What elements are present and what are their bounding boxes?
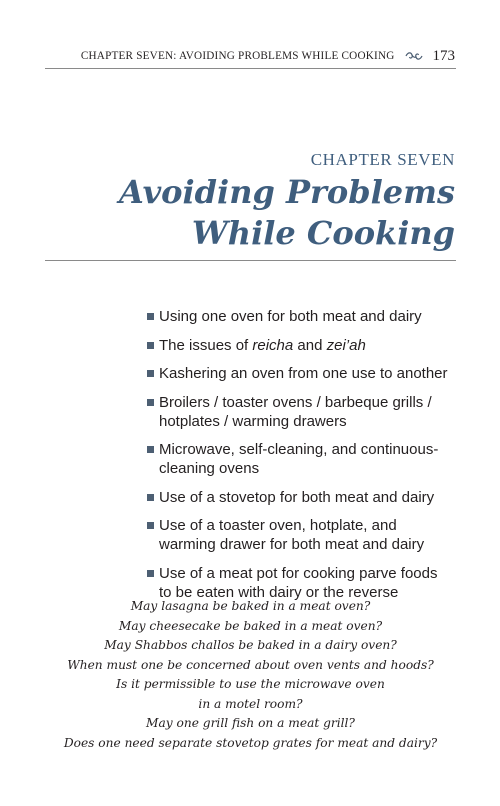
topic-item — [145, 440, 465, 478]
topic-item — [145, 516, 465, 554]
square-bullet-icon — [147, 313, 154, 320]
topic-text-line-2: warming drawer for both meat and dairy — [159, 536, 425, 553]
title-rule — [45, 260, 456, 261]
scroll-ornament-icon — [405, 51, 423, 61]
square-bullet-icon — [147, 399, 154, 406]
topic-item — [145, 336, 465, 355]
question-line: Is it permissible to use the microwave oven — [116, 677, 385, 691]
topic-item — [145, 564, 465, 602]
topic-text-line-2: to be eaten with dairy or the reverse — [159, 583, 399, 601]
topic-item — [145, 393, 465, 431]
topic-text-line-1: Use of a toaster oven, hotplate, and — [159, 517, 397, 534]
square-bullet-icon — [147, 494, 154, 501]
chapter-title — [119, 172, 455, 254]
chapter-label: CHAPTER SEVEN — [310, 150, 455, 169]
square-bullet-icon — [147, 570, 154, 577]
topic-text-part: and — [293, 336, 327, 354]
topic-list — [145, 307, 465, 611]
square-bullet-icon — [147, 370, 154, 377]
topic-item — [145, 307, 465, 326]
topic-text: Use of a stovetop for both meat and dairy — [159, 488, 435, 506]
running-header — [81, 47, 455, 65]
question-line: When must one be concerned about oven vents and hoods? — [67, 657, 434, 672]
topic-text-part: The issues of — [159, 336, 253, 354]
question-line: in a motel room? — [198, 696, 303, 711]
square-bullet-icon — [147, 342, 154, 349]
square-bullet-icon — [147, 522, 154, 529]
topic-term-zeiah: zei’ah — [326, 336, 366, 354]
topic-item — [145, 488, 465, 507]
topic-text: Using one oven for both meat and dairy — [159, 308, 422, 325]
running-header-title: CHAPTER SEVEN: AVOIDING PROBLEMS WHILE COOKING — [80, 50, 395, 62]
page-number: 173 — [432, 47, 455, 64]
topic-text: Kashering an oven from one use to another — [159, 365, 448, 382]
topic-item — [145, 364, 465, 383]
topic-text-line-1: Microwave, self-cleaning, and continuous- — [159, 441, 439, 458]
question-line: May lasagna be baked in a meat oven? — [130, 599, 371, 613]
question-line: May cheesecake be baked in a meat oven? — [118, 618, 383, 633]
question-line: May one grill fish on a meat grill? — [146, 716, 355, 730]
chapter-title-line-2: While Cooking — [191, 214, 455, 252]
topic-term-reicha: reicha — [252, 336, 294, 354]
square-bullet-icon — [147, 446, 154, 453]
topic-text-line-2: cleaning ovens — [159, 460, 260, 477]
topic-text-line-2: hotplates / warming drawers — [159, 412, 347, 430]
question-list — [45, 597, 456, 753]
question-line: Does one need separate stovetop grates for meat and dairy? — [63, 735, 438, 750]
chapter-title-line-1: Avoiding Problems — [119, 173, 455, 211]
header-rule — [45, 68, 456, 69]
topic-text-line-1: Broilers / toaster ovens / barbeque grills / — [159, 393, 432, 411]
topic-text-line-1: Use of a meat pot for cooking parve foods — [159, 564, 438, 582]
question-line: May Shabbos challos be baked in a dairy oven? — [104, 638, 397, 652]
